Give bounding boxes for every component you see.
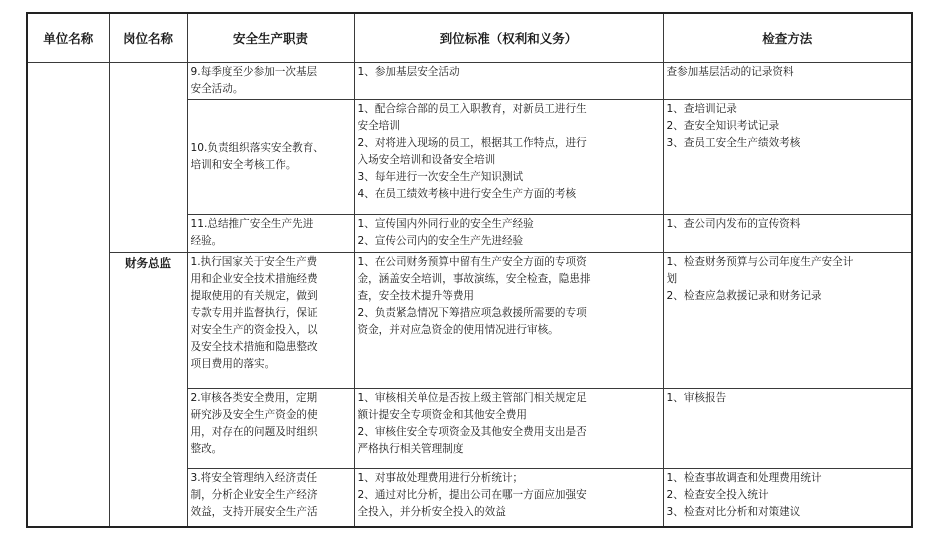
text-line: 2、宣传公司内的安全生产先进经验 [357, 235, 524, 247]
text-line: 1、查公司内发布的宣传资料 [666, 218, 801, 230]
text-line: 额计提安全专项资金和其他安全费用 [357, 409, 527, 421]
text-line: 1、审核报告 [666, 392, 727, 404]
post-name-cell: 财务总监 [109, 253, 187, 527]
text-line: 3、每年进行一次安全生产知识测试 [357, 171, 524, 183]
header-safety-duty: 安全生产职责 [187, 13, 354, 63]
duty-cell [187, 469, 354, 527]
text-line: 2、检查应急救援记录和财务记录 [666, 290, 822, 302]
text-line: 金，涵盖安全培训，事故演练，安全检查，隐患排 [357, 273, 591, 285]
text-line: 3、查员工安全生产绩效考核 [666, 137, 801, 149]
text-line: 3、检查对比分析和对策建议 [666, 506, 801, 518]
text-line: 及安全技术措施和隐患整改 [190, 341, 318, 353]
text-line: 培训和安全考核工作。 [190, 159, 297, 171]
text-line: 项目费用的落实。 [190, 358, 276, 370]
text-line: 9.每季度至少参加一次基层 [190, 66, 318, 78]
table-row [27, 63, 912, 100]
method-cell [663, 469, 912, 527]
text-line: 经验。 [190, 235, 223, 247]
text-line: 提取使用的有关规定，做到 [190, 290, 318, 302]
method-cell [663, 215, 912, 253]
text-line: 1、在公司财务预算中留有生产安全方面的专项资 [357, 256, 587, 268]
text-line: 入场安全培训和设备安全培训 [357, 154, 496, 166]
method-cell [663, 63, 912, 100]
standard-cell [354, 63, 663, 100]
standard-cell [354, 215, 663, 253]
text-line: 1、检查事故调查和处理费用统计 [666, 472, 822, 484]
text-line: 安全活动。 [190, 83, 244, 95]
responsibility-table [26, 12, 913, 528]
text-line: 2、查安全知识考试记录 [666, 120, 780, 132]
text-line: 2、负责紧急情况下筹措应项急救援所需要的专项 [357, 307, 587, 319]
text-line: 用，对存在的问题及时组织 [190, 426, 318, 438]
method-cell [663, 253, 912, 389]
text-line: 全投入，并分析安全投入的效益 [357, 506, 506, 518]
text-line: 1、宣传国内外同行业的安全生产经验 [357, 218, 534, 230]
table-header-row [27, 13, 912, 63]
standard-cell [354, 389, 663, 469]
header-check-method: 检查方法 [663, 13, 912, 63]
text-line: 11.总结推广安全生产先进 [190, 218, 314, 230]
text-line: 1、配合综合部的员工入职教育，对新员工进行生 [357, 103, 587, 115]
text-line: 4、在员工绩效考核中进行安全生产方面的考核 [357, 188, 577, 200]
text-line: 制，分析企业安全生产经济 [190, 489, 318, 501]
text-line: 2、审核住安全专项资金及其他安全费用支出是否 [357, 426, 587, 438]
text-line: 1、对事故处理费用进行分析统计； [357, 472, 524, 484]
duty-cell [187, 100, 354, 215]
duty-cell [187, 215, 354, 253]
standard-cell [354, 253, 663, 389]
text-line: 1、审核相关单位是否按上级主管部门相关规定足 [357, 392, 587, 404]
header-standard: 到位标准（权利和义务） [354, 13, 663, 63]
text-line: 2、检查安全投入统计 [666, 489, 769, 501]
text-line: 专款专用并监督执行，保证 [190, 307, 318, 319]
text-line: 2、通过对比分析，提出公司在哪一方面应加强安 [357, 489, 587, 501]
duty-cell [187, 253, 354, 389]
method-cell [663, 389, 912, 469]
header-post-name: 岗位名称 [109, 13, 187, 63]
text-line: 严格执行相关管理制度 [357, 443, 464, 455]
text-line: 查，安全技术提升等费用 [357, 290, 475, 302]
text-line: 2.审核各类安全费用，定期 [190, 392, 318, 404]
table-row [27, 253, 912, 389]
post-name-cell [109, 63, 187, 253]
text-line: 整改。 [190, 443, 223, 455]
text-line: 10.负责组织落实安全教育、 [190, 142, 324, 154]
text-line: 1.执行国家关于安全生产费 [190, 256, 318, 268]
text-line: 资金，并对应急资金的使用情况进行审核。 [357, 324, 559, 336]
text-line: 查参加基层活动的记录资料 [666, 66, 794, 78]
text-line: 2、对将进入现场的员工，根据其工作特点，进行 [357, 137, 587, 149]
text-line: 3.将安全管理纳入经济责任 [190, 472, 318, 484]
text-line: 效益，支持开展安全生产活 [190, 506, 318, 518]
duty-cell [187, 63, 354, 100]
header-unit-name: 单位名称 [27, 13, 109, 63]
standard-cell [354, 100, 663, 215]
duty-cell [187, 389, 354, 469]
text-line: 研究涉及安全生产资金的使 [190, 409, 318, 421]
text-line: 用和企业安全技术措施经费 [190, 273, 318, 285]
standard-cell [354, 469, 663, 527]
unit-name-cell [27, 63, 109, 527]
text-line: 对安全生产的资金投入，以 [190, 324, 318, 336]
text-line: 划 [666, 273, 678, 285]
text-line: 安全培训 [357, 120, 400, 132]
text-line: 1、查培训记录 [666, 103, 737, 115]
text-line: 1、参加基层安全活动 [357, 66, 460, 78]
method-cell [663, 100, 912, 215]
text-line: 1、检查财务预算与公司年度生产安全计 [666, 256, 854, 268]
